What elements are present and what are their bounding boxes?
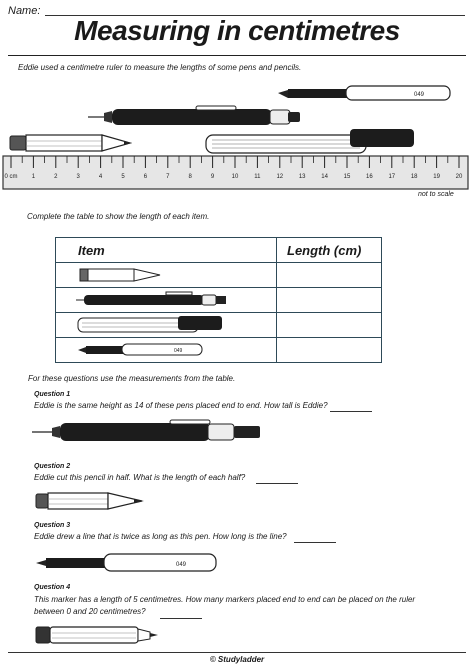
length-input[interactable]: [277, 313, 382, 338]
question-1-label: Question 1: [34, 391, 71, 398]
ruler-label: 12: [276, 174, 284, 180]
mechanical-pencil-icon: [56, 288, 276, 312]
page-title: Measuring in centimetres: [74, 15, 400, 46]
col-length-header: Length (cm): [277, 238, 382, 263]
ruler-label: 3: [76, 174, 80, 180]
question-4-text: This marker has a length of 5 centimetres. How many markers placed end to end can be placed on the ruler: [34, 595, 416, 604]
question-1-answer[interactable]: [330, 410, 372, 412]
ruler-label: 9: [210, 174, 215, 180]
short-pencil-icon: [34, 490, 154, 512]
white-pen-icon: [34, 551, 224, 575]
question-3-label: Question 3: [34, 522, 71, 529]
intro-text: Eddie used a centimetre ruler to measure the lengths of some pens and pencils.: [18, 63, 302, 72]
marker-icon: [34, 624, 164, 646]
length-input[interactable]: [277, 338, 382, 363]
marker-icon: [206, 129, 414, 153]
ruler-label: 5: [121, 174, 125, 180]
ruler-label: 13: [298, 174, 306, 180]
ruler-label: 6: [143, 174, 148, 180]
question-4-text-line2: between 0 and 20 centimetres?: [34, 607, 146, 616]
table-row: [56, 338, 382, 363]
ruler-label: 10: [231, 174, 239, 180]
question-3-answer[interactable]: [294, 541, 336, 543]
name-label: Name:: [8, 5, 41, 17]
length-input[interactable]: [277, 288, 382, 313]
ruler-label: 1: [31, 174, 36, 180]
question-1-text: Eddie is the same height as 14 of these pens placed end to end. How tall is Eddie?: [34, 401, 328, 410]
pen-label-text: 049: [414, 92, 425, 98]
ruler-label: 2: [54, 174, 58, 180]
item-cell-mechanical-pencil: [56, 288, 277, 313]
table-row: [56, 313, 382, 338]
question-3-text: Eddie drew a line that is twice as long as this pen. How long is the line?: [34, 532, 287, 541]
ruler-label: 15: [343, 174, 351, 180]
item-cell-pen: [56, 338, 277, 363]
marker-icon: [56, 313, 276, 337]
footer-copyright: © Studyladder: [209, 655, 265, 664]
item-cell-marker: [56, 313, 277, 338]
ruler-label: 4: [98, 174, 103, 180]
table-instruction: Complete the table to show the length of each item.: [27, 212, 210, 221]
table-row: [56, 288, 382, 313]
question-4-answer[interactable]: [160, 617, 202, 619]
length-input[interactable]: [277, 263, 382, 288]
ruler-label: 14: [321, 174, 328, 180]
ruler-label: 19: [433, 174, 440, 180]
pen-label-text: 049: [176, 562, 187, 568]
ruler: [0, 152, 474, 202]
table-row: [56, 263, 382, 288]
white-pen-icon: [278, 86, 450, 100]
ruler-label: 0 cm: [4, 174, 18, 180]
question-2-text: Eddie cut this pencil in half. What is the length of each half?: [34, 473, 246, 482]
not-to-scale-note: not to scale: [418, 191, 454, 198]
ruler-label: 18: [410, 174, 418, 180]
mechanical-pencil-icon: [30, 418, 270, 444]
question-4-label: Question 4: [34, 584, 71, 591]
title-divider: [8, 55, 466, 56]
white-pen-icon: [56, 338, 276, 362]
ruler-label: 8: [188, 174, 192, 180]
question-2-label: Question 2: [34, 463, 71, 470]
ruler-label: 17: [388, 174, 396, 180]
items-illustration: [0, 80, 474, 155]
question-2-answer[interactable]: [256, 482, 298, 484]
questions-intro: For these questions use the measurements from the table.: [28, 374, 236, 383]
pen-label-text: 049: [174, 348, 183, 354]
ruler-label: 16: [366, 174, 373, 180]
short-pencil-icon: [56, 263, 276, 287]
item-cell-pencil: [56, 263, 277, 288]
measurement-table: [55, 237, 382, 363]
mechanical-pencil-icon: [88, 106, 300, 125]
col-item-header: Item: [56, 238, 277, 263]
ruler-label: 20: [455, 174, 463, 180]
ruler-label: 7: [166, 174, 170, 180]
footer-divider: [8, 652, 466, 653]
short-pencil-icon: [10, 135, 132, 151]
ruler-label: 11: [254, 174, 261, 180]
